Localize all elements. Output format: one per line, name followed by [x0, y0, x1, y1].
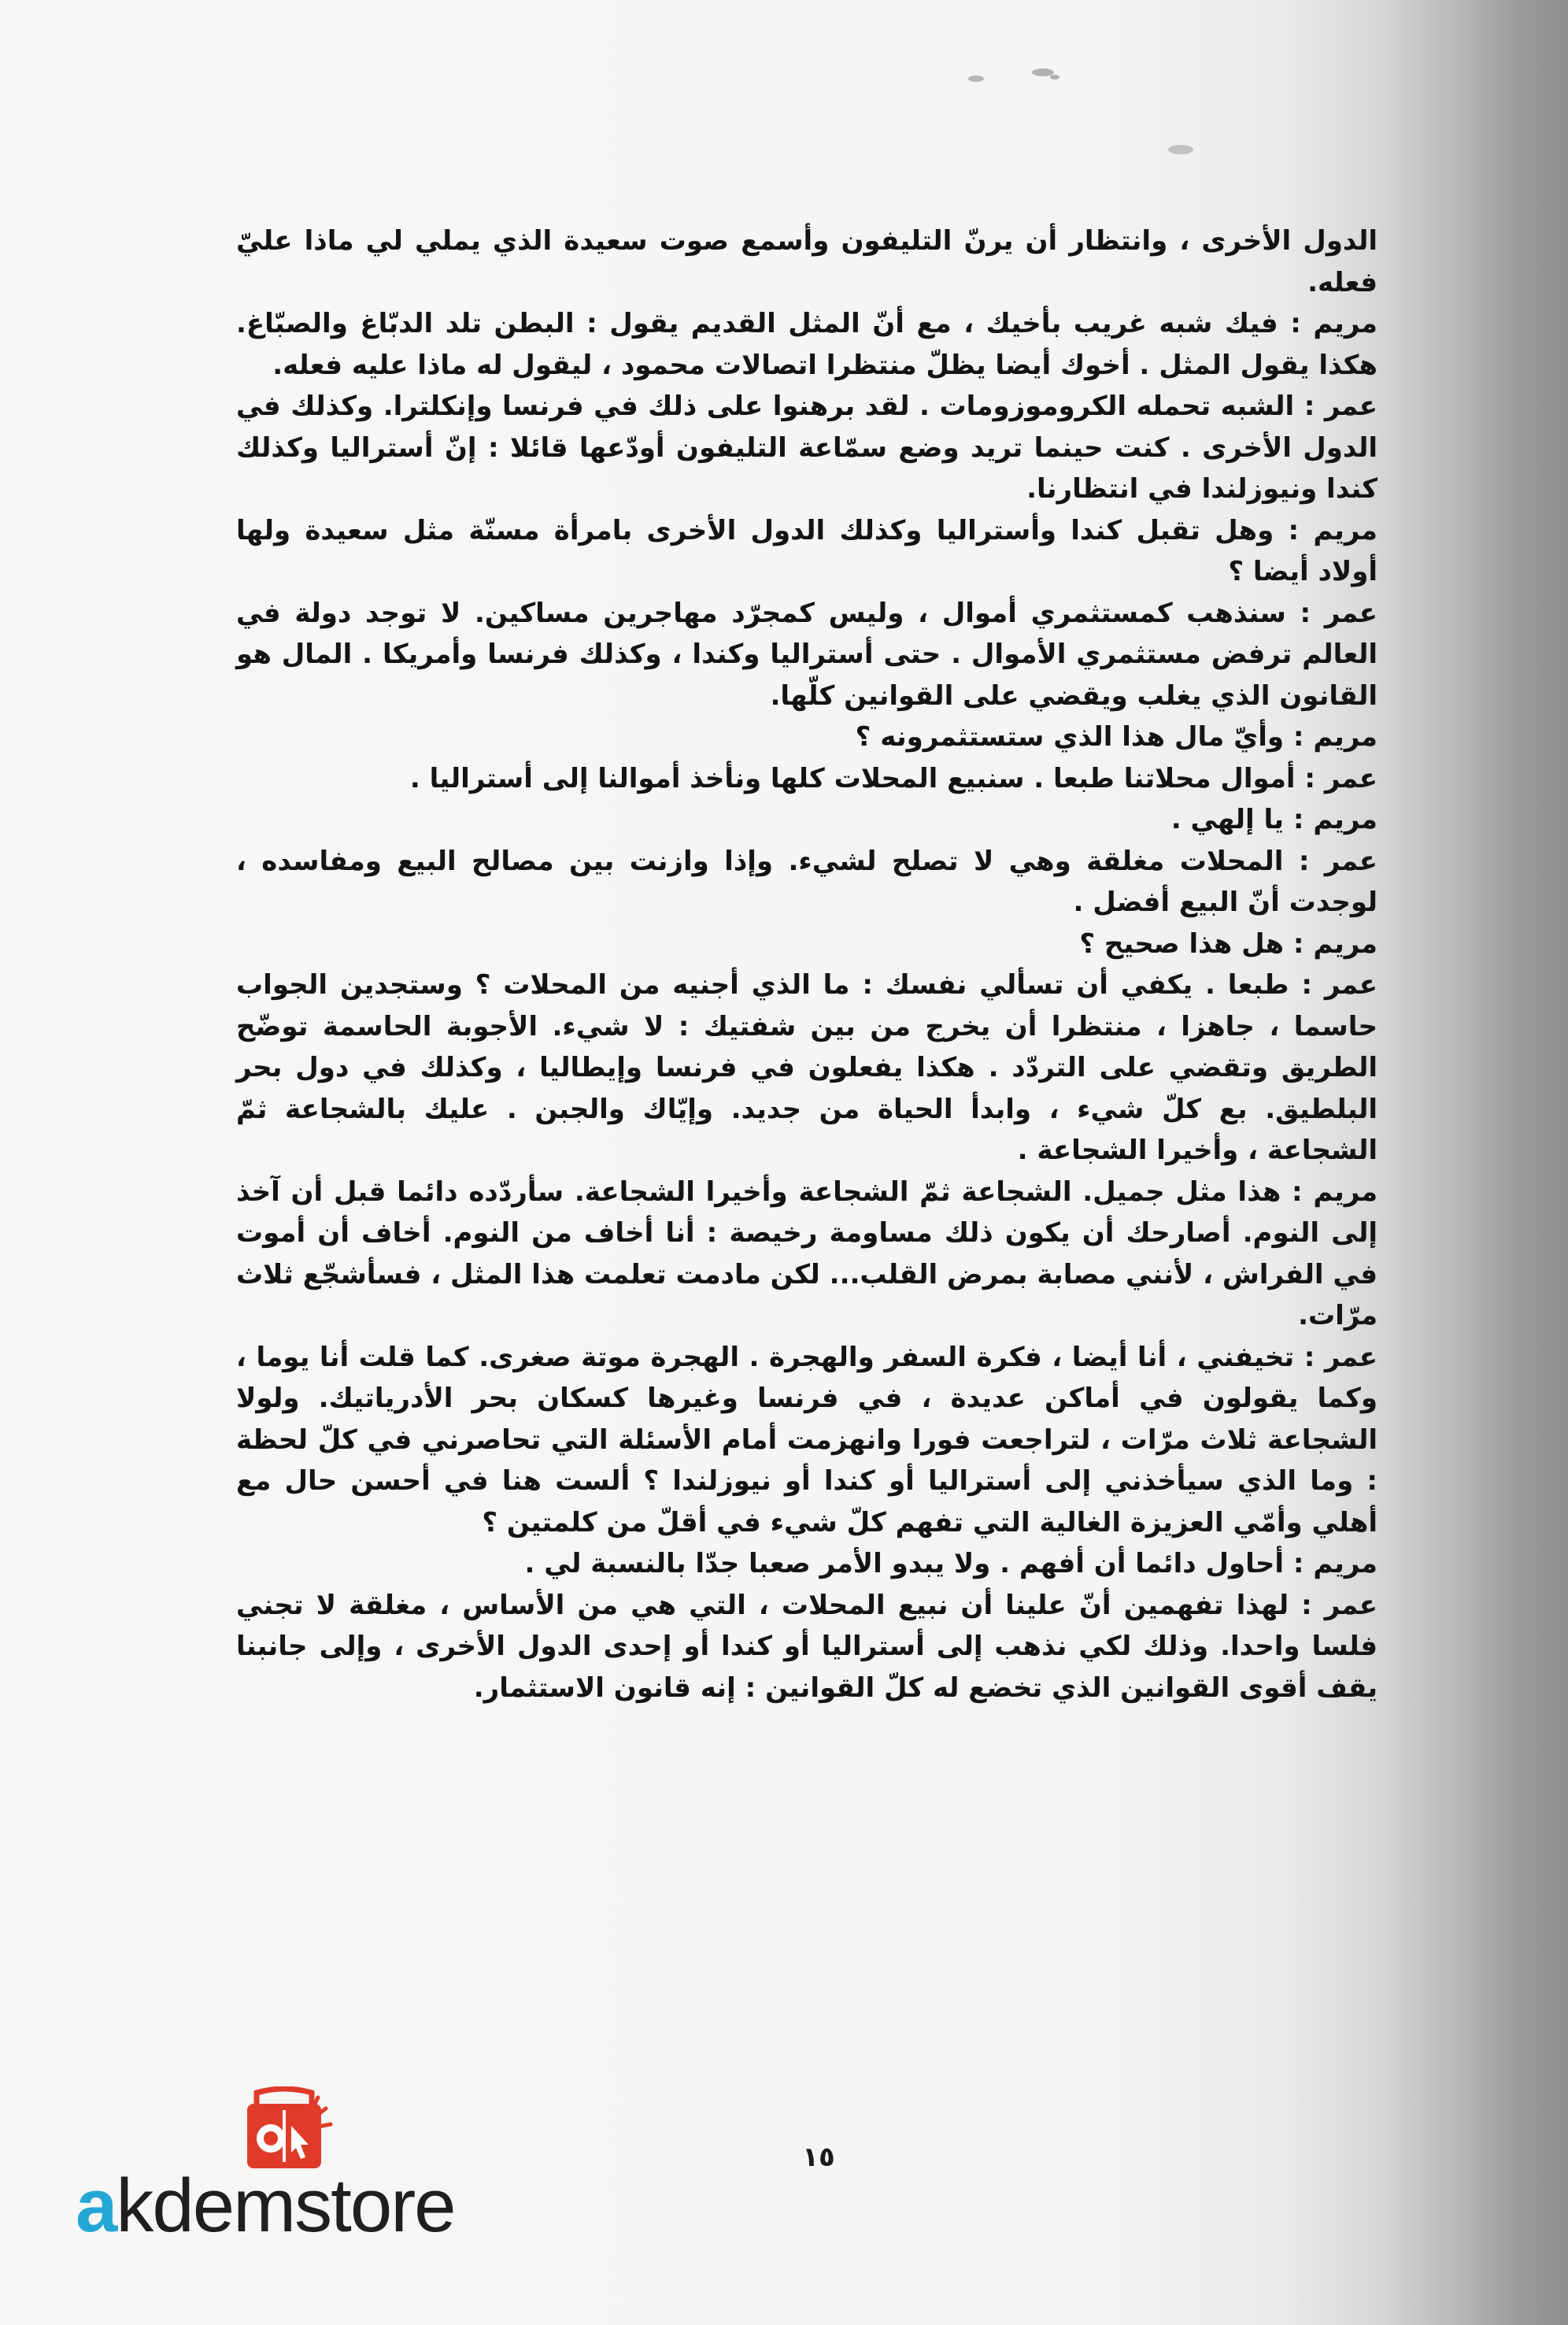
paragraph-text: أموال محلاتنا طبعا . سنبيع المحلات كلها ونأخذ أموالنا إلى أستراليا .: [409, 762, 1296, 794]
speaker-label: عمر :: [1301, 969, 1378, 1001]
paragraph-text: تخيفني ، أنا أيضا ، فكرة السفر والهجرة . الهجرة موتة صغرى. كما قلت أنا يوما ، وكما يقولون في أماكن عديدة ، في فرنسا وغيرها كسكان بحر الأدرياتيك. ولولا الشجاعة ثلاث مرّات ، لتراجعت فورا وانهزمت أمام الأسئلة التي تحاصرني في كلّ لحظة : وما الذي سيأخذني إلى أستراليا أو كندا أو نيوزلندا ؟ ألست هنا في أحسن حال مع أهلي وأمّي العزيزة الغالية التي تفهم كلّ شيء في أقلّ من كلمتين ؟: [236, 1341, 1378, 1538]
paragraph: [236, 964, 1378, 1172]
speaker-label: مريم :: [1290, 308, 1378, 339]
paragraph: [236, 386, 1378, 510]
speaker-label: عمر :: [1304, 391, 1378, 422]
speaker-label: عمر :: [1304, 1341, 1378, 1373]
paragraph-text: أحاول دائما أن أفهم . ولا يبدو الأمر صعبا جدّا بالنسبة لي .: [524, 1548, 1285, 1579]
paragraph-text: المحلات مغلقة وهي لا تصلح لشيء. وإذا وازنت بين مصالح البيع ومفاسده ، لوجدت أنّ البيع أفضل .: [236, 845, 1378, 918]
paragraph: [236, 1172, 1378, 1337]
speaker-label: مريم :: [1292, 927, 1378, 960]
paragraph-text: الشبه تحمله الكروموزومات . لقد برهنوا على ذلك في فرنسا وإنكلترا. وكذلك في الدول الأخرى . كنت حينما تريد وضع سمّاعة التليفون أودّعها قائلا : إنّ أستراليا وكذلك كندا ونيوزلندا في انتظارنا.: [236, 391, 1378, 505]
paragraph-text: وأيّ مال هذا الذي ستستثمرونه ؟: [855, 721, 1285, 753]
speaker-label: مريم :: [1292, 804, 1378, 835]
speaker-label: مريم :: [1292, 1548, 1378, 1579]
scan-specks: [945, 47, 1228, 173]
paragraph: [236, 593, 1378, 717]
wordmark-a: a: [76, 2164, 116, 2248]
store-watermark: [76, 2086, 485, 2248]
paragraph: [236, 220, 1378, 303]
speaker-label: عمر :: [1301, 1589, 1378, 1621]
paragraph: [236, 924, 1378, 965]
speaker-label: مريم :: [1292, 721, 1378, 753]
paragraph-text: وهل تقبل كندا وأستراليا وكذلك الدول الأخرى بامرأة مسنّة مثل سعيدة ولها أولاد أيضا ؟: [236, 514, 1378, 587]
paragraph: [236, 303, 1378, 386]
page-number: ١٥: [802, 2142, 835, 2173]
paragraph-text: فيك شبه غريب بأخيك ، مع أنّ المثل القديم يقول : البطن تلد الدبّاغ والصبّاغ. هكذا يقول المثل . أخوك أيضا يظلّ منتظرا اتصالات محمود ، ليقول له ماذا عليه فعله.: [236, 308, 1378, 381]
paragraph-text: يا إلهي .: [1170, 804, 1285, 835]
paragraph-text: هذا مثل جميل. الشجاعة ثمّ الشجاعة وأخيرا الشجاعة. سأردّده دائما قبل أن آخذ إلى النوم. أصارحك أن يكون ذلك مساومة رخيصة : أنا أخاف من النوم. أخاف أن أموت في الفراش ، لأنني مصابة بمرض القلب... لكن مادمت تعلمت هذا المثل ، فسأشجّع ثلاث مرّات.: [236, 1175, 1378, 1331]
speaker-label: مريم :: [1288, 514, 1378, 546]
paragraph: [236, 716, 1378, 758]
dialogue-text: [236, 220, 1378, 1709]
store-wordmark: [76, 2164, 455, 2248]
paragraph-text: الدول الأخرى ، وانتظار أن يرنّ التليفون وأسمع صوت سعيدة الذي يملي لي ماذا عليّ فعله.: [236, 225, 1378, 298]
paragraph: [236, 510, 1378, 593]
paragraph: [236, 1543, 1378, 1585]
paragraph-text: سنذهب كمستثمري أموال ، وليس كمجرّد مهاجرين مساكين. لا توجد دولة في العالم ترفض مستثمري الأموال . حتى أستراليا وكندا ، وكذلك فرنسا وأمريكا . المال هو القانون الذي يغلب ويقضي على القوانين كلّها.: [236, 597, 1378, 712]
paragraph: [236, 758, 1378, 800]
paragraph: [236, 1585, 1378, 1709]
paragraph: [236, 1337, 1378, 1544]
speaker-label: عمر :: [1304, 762, 1378, 794]
speaker-label: عمر :: [1298, 845, 1378, 877]
speaker-label: مريم :: [1292, 1175, 1378, 1208]
paragraph-text: هل هذا صحيح ؟: [1079, 927, 1285, 960]
wordmark-rest: kdemstore: [116, 2164, 455, 2248]
speaker-label: عمر :: [1300, 597, 1378, 629]
paragraph: [236, 841, 1378, 924]
paragraph-text: لهذا تفهمين أنّ علينا أن نبيع المحلات ، التي هي من الأساس ، مغلقة لا تجني فلسا واحدا. وذلك لكي نذهب إلى أستراليا أو كندا أو إحدى الدول الأخرى ، وإلى جانبنا يقف أقوى القوانين الذي تخضع له كلّ القوانين : إنه قانون الاستثمار.: [236, 1589, 1378, 1704]
paragraph: [236, 799, 1378, 841]
paragraph-text: طبعا . يكفي أن تسألي نفسك : ما الذي أجنيه من المحلات ؟ وستجدين الجواب حاسما ، جاهزا ، منتظرا أن يخرج من بين شفتيك : لا شيء. الأجوبة الحاسمة توضّح الطريق وتقضي على التردّد . هكذا يفعلون في فرنسا وإيطاليا ، وكذلك في دول بحر البلطيق. بع كلّ شيء ، وابدأ الحياة من جديد. وإيّاك والجبن . عليك بالشجاعة ثمّ الشجاعة ، وأخيرا الشجاعة .: [236, 969, 1378, 1166]
